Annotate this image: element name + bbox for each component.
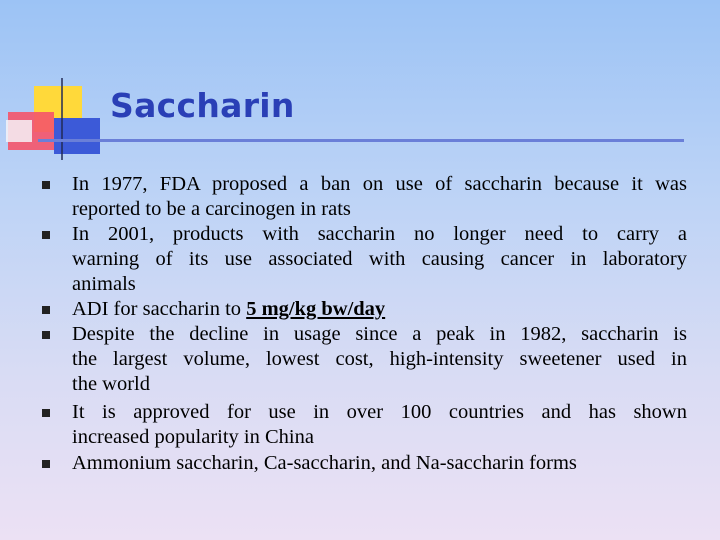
bullet-item <box>72 451 687 476</box>
bullet-text-line: animals <box>72 273 136 295</box>
bullet-text-line: Despite the decline in usage since a peak in 1982, saccharin is <box>72 323 687 345</box>
bullet-text-line: reported to be a carcinogen in rats <box>72 198 351 220</box>
bullet-text-line <box>72 297 687 322</box>
bullet-square-icon <box>42 231 50 239</box>
bullet-text-line: In 1977, FDA proposed a ban on use of saccharin because it was <box>72 173 687 195</box>
bullet-item <box>72 172 687 222</box>
bullet-item <box>72 322 687 397</box>
bullet-square-icon <box>42 331 50 339</box>
slide-title: Saccharin <box>110 86 295 125</box>
bullet-item <box>72 297 687 322</box>
bullet-text-line: increased popularity in China <box>72 426 314 448</box>
bullet-square-icon <box>42 460 50 468</box>
bullet-text-line: In 2001, products with saccharin no longer need to carry a <box>72 223 687 245</box>
bullet-text-line: Ammonium saccharin, Ca-saccharin, and Na-saccharin forms <box>72 452 577 474</box>
bullet-text-line: the largest volume, lowest cost, high-intensity sweetener used in <box>72 348 687 370</box>
bullet-square-icon <box>42 181 50 189</box>
bullet-text-line: It is approved for use in over 100 countries and has shown <box>72 401 687 423</box>
bullet-square-icon <box>42 306 50 314</box>
bullet-item <box>72 222 687 297</box>
bullet-text-line: the world <box>72 373 150 395</box>
bullet-item <box>72 400 687 450</box>
adi-value-emphasis: 5 mg/kg bw/day <box>246 298 386 320</box>
bullet-text: ADI for saccharin to <box>72 298 247 320</box>
bullet-square-icon <box>42 409 50 417</box>
bullet-text-line: warning of its use associated with causing cancer in laboratory <box>72 248 687 270</box>
